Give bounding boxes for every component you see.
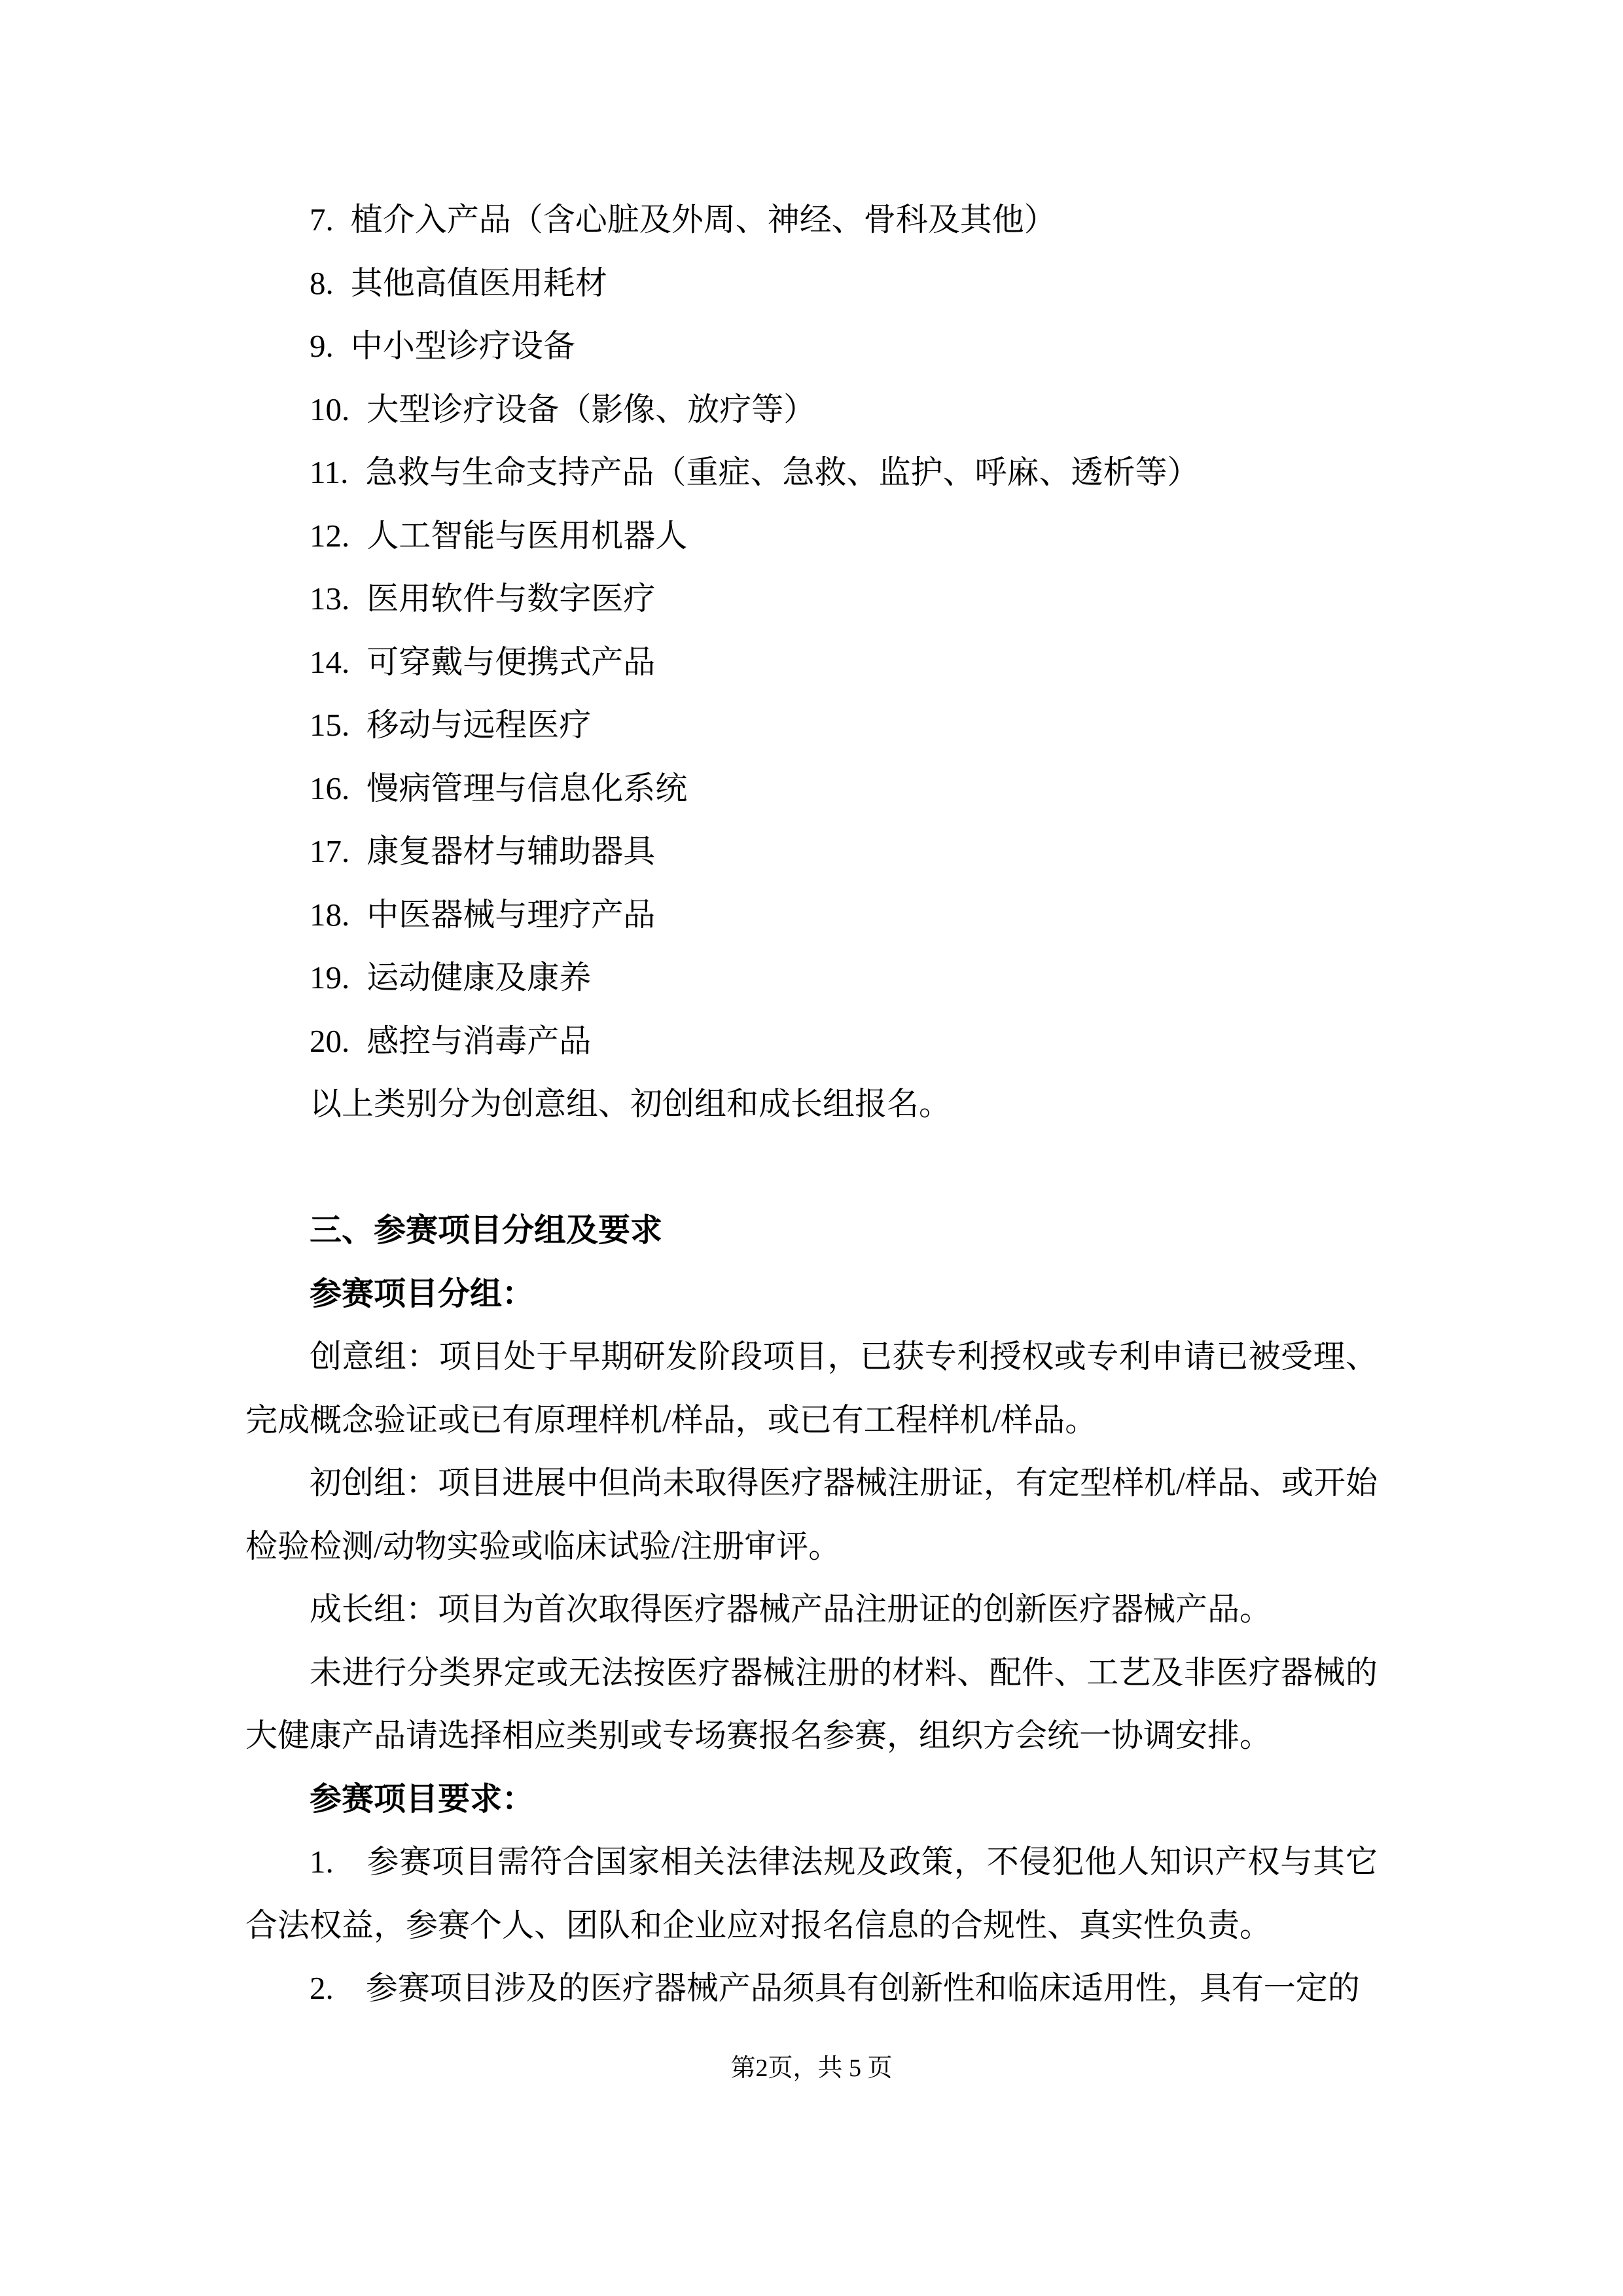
item-number: 18. [310, 896, 350, 933]
item-number: 10. [310, 391, 350, 427]
item-number: 12. [310, 517, 350, 554]
category-list-item [245, 694, 1378, 757]
category-list-item [245, 441, 1378, 505]
item-text: 慢病管理与信息化系统 [366, 770, 688, 806]
category-list-item [245, 378, 1378, 442]
item-number: 9. [310, 328, 334, 364]
item-number: 8. [310, 264, 334, 301]
category-list-item [245, 946, 1378, 1010]
category-list-item [245, 1010, 1378, 1073]
paragraph-creative-group: 创意组：项目处于早期研发阶段项目，已获专利授权或专利申请已被受理、完成概念验证或已有原理样机/样品，或已有工程样机/样品。 [245, 1338, 1378, 1438]
requirement-item-1: 1. 参赛项目需符合国家相关法律法规及政策，不侵犯他人知识产权与其它合法权益，参赛个人、团队和企业应对报名信息的合规性、真实性负责。 [245, 1844, 1378, 1943]
item-text: 大型诊疗设备（影像、放疗等） [366, 391, 816, 427]
item-text: 移动与远程医疗 [366, 707, 592, 743]
item-number: 11. [310, 454, 349, 490]
category-list-item [245, 505, 1378, 568]
item-number: 19. [310, 960, 350, 996]
paragraph-growth-group: 成长组：项目为首次取得医疗器械产品注册证的创新医疗器械产品。 [310, 1591, 1272, 1627]
item-text: 中小型诊疗设备 [350, 328, 575, 364]
page-footer: 第2页，共 5 页 [730, 2054, 893, 2082]
item-text: 可穿戴与便携式产品 [366, 643, 656, 680]
requirement-item-2: 2. 参赛项目涉及的医疗器械产品须具有创新性和临床适用性，具有一定的 [310, 1970, 1360, 2006]
category-list-item [245, 884, 1378, 947]
item-number: 16. [310, 770, 350, 806]
item-text: 植介入产品（含心脏及外周、神经、骨科及其他） [350, 202, 1056, 238]
paragraph-startup-group: 初创组：项目进展中但尚未取得医疗器械注册证，有定型样机/样品、或开始检验检测/动物实验或临床试验/注册审评。 [245, 1465, 1378, 1564]
item-text: 中医器械与理疗产品 [366, 896, 656, 933]
category-list-item [245, 315, 1378, 378]
item-text: 医用软件与数字医疗 [366, 581, 656, 617]
category-list-item [245, 820, 1378, 884]
item-text: 人工智能与医用机器人 [366, 517, 688, 554]
item-text: 康复器材与辅助器具 [366, 833, 656, 869]
grouping-subheading: 参赛项目分组： [310, 1276, 535, 1312]
item-number: 13. [310, 581, 350, 617]
category-list-item [245, 567, 1378, 631]
item-text: 运动健康及康养 [366, 960, 592, 996]
item-number: 17. [310, 833, 350, 869]
item-number: 15. [310, 707, 350, 743]
category-list-item [245, 757, 1378, 821]
blank-line [245, 1136, 1378, 1200]
item-text: 其他高值医用耗材 [350, 264, 607, 301]
category-list-item [245, 188, 1378, 252]
item-text: 急救与生命支持产品（重症、急救、监护、呼麻、透析等） [365, 454, 1200, 490]
item-number: 20. [310, 1022, 350, 1059]
category-list-item [245, 631, 1378, 694]
section-heading: 三、参赛项目分组及要求 [310, 1213, 663, 1248]
note-paragraph: 以上类别分为创意组、初创组和成长组报名。 [310, 1086, 952, 1122]
item-text: 感控与消毒产品 [366, 1022, 592, 1059]
item-number: 7. [310, 202, 334, 238]
item-number: 14. [310, 643, 350, 680]
category-list-item [245, 252, 1378, 315]
requirements-subheading: 参赛项目要求： [310, 1781, 535, 1817]
document-body [245, 188, 1378, 2020]
paragraph-unclassified: 未进行分类界定或无法按医疗器械注册的材料、配件、工艺及非医疗器械的大健康产品请选择相应类别或专场赛报名参赛，组织方会统一协调安排。 [245, 1654, 1378, 1753]
